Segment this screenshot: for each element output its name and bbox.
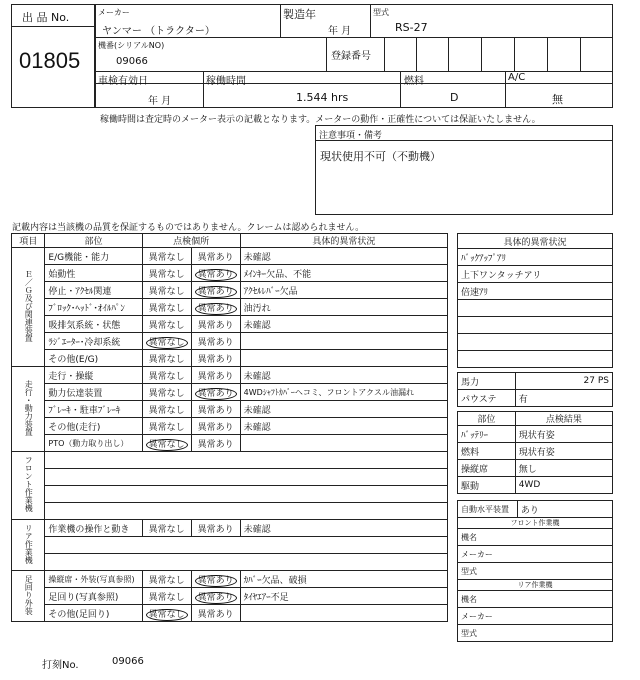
table-row (12, 418, 448, 435)
rear-name: 機名 (458, 591, 613, 608)
table-row (12, 384, 448, 401)
part-cell: その他(走行) (45, 418, 142, 435)
th-part: 部位 (45, 234, 142, 248)
part-cell: その他(足回り) (45, 605, 142, 622)
right-abnormal-table (457, 233, 613, 368)
table-row (12, 316, 448, 333)
table-row (12, 367, 448, 384)
table-row (12, 435, 448, 452)
empty-row (45, 554, 448, 571)
table-row (12, 452, 448, 469)
right-empty (458, 334, 613, 351)
th-detail: 具体的異常状況 (240, 234, 447, 248)
detail-cell: ｶﾊﾞｰ欠品、破損 (240, 571, 447, 588)
ac-label: A/C (508, 72, 526, 83)
rear-maker: メーカー (458, 608, 613, 625)
part-cell: 作業機の操作と動き (45, 520, 142, 537)
serial-label: 機番(シリアルNO) (98, 41, 165, 50)
part-cell: 走行・操縦 (45, 367, 142, 384)
drive-value: 4WD (515, 477, 612, 494)
detail-cell: 未確認 (240, 316, 447, 333)
front-model: 型式 (458, 563, 613, 580)
fuel-label: 燃料 (404, 76, 424, 87)
stamp-value: 09066 (112, 656, 144, 667)
detail-cell: ﾀｲﾔｴｱｰ不足 (240, 588, 447, 605)
power-value: 27 PS (515, 373, 612, 390)
abnormal-cell-circled: 異常あり (191, 384, 240, 401)
part-cell: ﾌﾞﾛｯｸ･ﾍｯﾄﾞ･ｵｲﾙﾊﾟﾝ (45, 299, 142, 316)
abnormal-cell: 異常あり (191, 401, 240, 418)
detail-cell: 未確認 (240, 418, 447, 435)
lot-label: 出 品 No. (22, 11, 70, 24)
right-item: ﾊﾞｯｸｱｯﾌﾟｱﾘ (458, 249, 613, 266)
right-result-table (457, 411, 613, 494)
notes-value: 現状使用不可（不動機） (320, 150, 441, 163)
normal-cell-circled: 異常なし (142, 333, 191, 350)
table-row (12, 537, 448, 554)
group-rear: リア作業機 (12, 520, 45, 571)
abnormal-cell: 異常あり (191, 316, 240, 333)
th-check: 点検個所 (142, 234, 240, 248)
group-eg: Ｅ／Ｇ及び関連装置 (12, 248, 45, 367)
table-row (12, 588, 448, 605)
hours-note: 稼働時間は査定時のメーター表示の記載となります。メーターの動作・正確性については保証いたしません。 (100, 115, 541, 125)
normal-cell: 異常なし (142, 265, 191, 282)
abnormal-cell: 異常あり (191, 418, 240, 435)
table-row (12, 248, 448, 265)
table-row (12, 520, 448, 537)
detail-cell: 未確認 (240, 248, 447, 265)
normal-cell: 異常なし (142, 299, 191, 316)
detail-cell: 未確認 (240, 401, 447, 418)
table-row (12, 401, 448, 418)
group-drive: 走行・動力装置 (12, 367, 45, 452)
power-label: 馬力 (458, 373, 516, 390)
empty-row (45, 537, 448, 554)
normal-cell: 異常なし (142, 571, 191, 588)
normal-cell-circled: 異常なし (142, 435, 191, 452)
right-spec-table (457, 372, 613, 407)
model-label: 型式 (373, 8, 389, 17)
detail-cell: 未確認 (240, 367, 447, 384)
fuel-value: D (450, 91, 459, 104)
part-cell: 動力伝達装置 (45, 384, 142, 401)
pauste-label: パウステ (458, 390, 516, 407)
empty-row (45, 452, 448, 469)
inspection-table (11, 233, 448, 622)
fuel-result-value: 現状有姿 (515, 443, 612, 460)
detail-cell (240, 435, 447, 452)
detail-cell: 未確認 (240, 520, 447, 537)
reg-label: 登録番号 (331, 51, 371, 62)
right-attachment-table (457, 500, 613, 642)
maker-value: ヤンマー （トラクター） (102, 26, 215, 37)
empty-row (45, 469, 448, 486)
abnormal-cell: 異常あり (191, 435, 240, 452)
detail-cell: ﾒｲﾝｷｰ欠品、不能 (240, 265, 447, 282)
inspect-label: 車検有効日 (98, 76, 148, 87)
battery-value: 現状有姿 (515, 426, 612, 443)
auto-level-value: あり (517, 501, 612, 518)
group-feet: 足回り外装 (12, 571, 45, 622)
inspect-value: 年 月 (148, 96, 172, 107)
part-cell: 吸排気系統・状態 (45, 316, 142, 333)
normal-cell: 異常なし (142, 316, 191, 333)
fuel-result-label: 燃料 (458, 443, 516, 460)
detail-cell: ｱｸｾﾙﾚﾊﾞｰ欠品 (240, 282, 447, 299)
abnormal-cell-circled: 異常あり (191, 299, 240, 316)
table-row (12, 350, 448, 367)
right-title: 具体的異常状況 (458, 234, 613, 249)
normal-cell-circled: 異常なし (142, 605, 191, 622)
table-row (12, 265, 448, 282)
normal-cell: 異常なし (142, 418, 191, 435)
table-row (12, 605, 448, 622)
model-value: RS-27 (395, 21, 428, 34)
disclaimer: 記載内容は当該機の品質を保証するものではありません。クレームは認められません。 (12, 223, 365, 233)
normal-cell: 異常なし (142, 350, 191, 367)
part-cell: PTO（動力取り出し） (45, 435, 142, 452)
rear-title: リア作業機 (458, 580, 613, 591)
right-item: 上下ワンタッチアリ (458, 266, 613, 283)
table-row (12, 282, 448, 299)
detail-cell (240, 350, 447, 367)
table-row (12, 299, 448, 316)
ac-value: 無 (552, 93, 563, 106)
abnormal-cell-circled: 異常あり (191, 571, 240, 588)
normal-cell: 異常なし (142, 520, 191, 537)
abnormal-cell: 異常あり (191, 333, 240, 350)
part-cell: 操縦席・外装(写真参照) (45, 571, 142, 588)
normal-cell: 異常なし (142, 367, 191, 384)
year-label: 製造年 (283, 8, 316, 21)
table-row (12, 554, 448, 571)
seat-label: 操縦席 (458, 460, 516, 477)
abnormal-cell-circled: 異常あり (191, 265, 240, 282)
normal-cell: 異常なし (142, 282, 191, 299)
detail-cell: 油汚れ (240, 299, 447, 316)
part-cell: E/G機能・能力 (45, 248, 142, 265)
normal-cell: 異常なし (142, 588, 191, 605)
normal-cell: 異常なし (142, 384, 191, 401)
right-empty (458, 351, 613, 368)
right-empty (458, 317, 613, 334)
serial-value: 09066 (116, 56, 148, 67)
drive-label: 駆動 (458, 477, 516, 494)
abnormal-cell: 異常あり (191, 350, 240, 367)
th-item: 項目 (12, 234, 45, 248)
front-title: フロント作業機 (458, 518, 613, 529)
empty-row (45, 503, 448, 520)
rear-model: 型式 (458, 625, 613, 642)
empty-row (45, 486, 448, 503)
part-cell: 始動性 (45, 265, 142, 282)
detail-cell (240, 333, 447, 350)
lot-number: 01805 (19, 48, 81, 73)
table-row (12, 571, 448, 588)
front-name: 機名 (458, 529, 613, 546)
result-part-header: 部位 (458, 412, 516, 426)
maker-label: メーカー (98, 8, 130, 17)
hours-value: 1.544 hrs (296, 91, 349, 104)
abnormal-cell: 異常あり (191, 520, 240, 537)
stamp-label: 打刻No. (42, 660, 79, 671)
result-header: 点検結果 (515, 412, 612, 426)
right-item: 倍速ｱﾘ (458, 283, 613, 300)
front-maker: メーカー (458, 546, 613, 563)
part-cell: 停止・ｱｸｾﾙ関連 (45, 282, 142, 299)
abnormal-cell: 異常あり (191, 367, 240, 384)
normal-cell: 異常なし (142, 401, 191, 418)
abnormal-cell: 異常あり (191, 248, 240, 265)
abnormal-cell-circled: 異常あり (191, 282, 240, 299)
part-cell: ﾗｼﾞｴｰﾀｰ･冷却系統 (45, 333, 142, 350)
group-front: フロント作業機 (12, 452, 45, 520)
table-row (12, 333, 448, 350)
detail-cell: 4WDｼｬﾌﾄｶﾊﾞｰヘコミ、フロントアクスル油漏れ (240, 384, 447, 401)
abnormal-cell: 異常あり (191, 605, 240, 622)
part-cell: 足回り(写真参照) (45, 588, 142, 605)
abnormal-cell-circled: 異常あり (191, 588, 240, 605)
table-row (12, 469, 448, 486)
part-cell: その他(E/G) (45, 350, 142, 367)
hours-label: 稼働時間 (206, 76, 246, 87)
detail-cell (240, 605, 447, 622)
seat-value: 無し (515, 460, 612, 477)
table-row (12, 503, 448, 520)
year-value: 年 月 (328, 26, 352, 37)
table-row (12, 486, 448, 503)
pauste-value: 有 (515, 390, 612, 407)
auto-level-label: 自動水平装置 (458, 501, 518, 518)
part-cell: ﾌﾞﾚｰｷ・駐車ﾌﾞﾚｰｷ (45, 401, 142, 418)
battery-label: ﾊﾞｯﾃﾘｰ (458, 426, 516, 443)
notes-label: 注意事項・備考 (319, 131, 383, 141)
right-empty (458, 300, 613, 317)
normal-cell: 異常なし (142, 248, 191, 265)
